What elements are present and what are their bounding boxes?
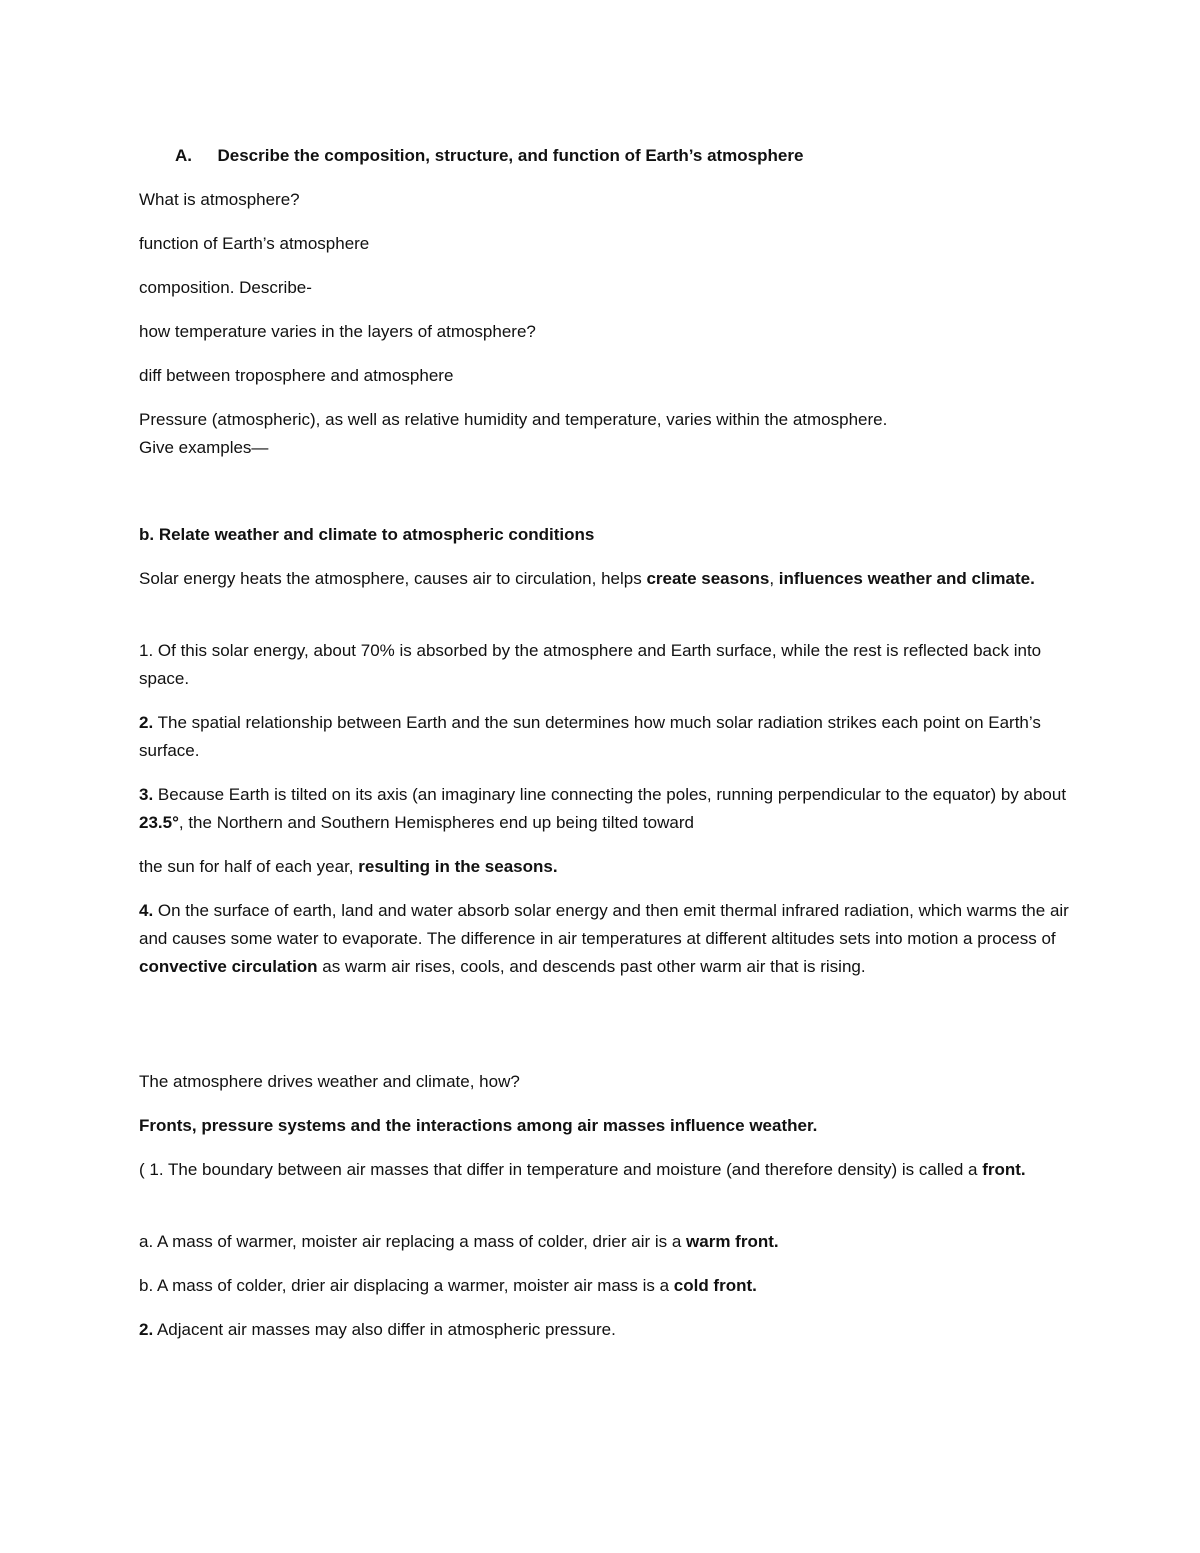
item-4-bold: convective circulation xyxy=(139,957,318,976)
line-function: function of Earth’s atmosphere xyxy=(139,234,370,253)
front-def-prefix: ( 1. xyxy=(139,1160,164,1179)
item-1-text: Of this solar energy, about 70% is absorbed by the atmosphere and Earth surface, while the rest is reflected back into space. xyxy=(139,641,1042,688)
drives-question: The atmosphere drives weather and climate, how? xyxy=(139,1072,520,1091)
line-examples: Give examples— xyxy=(139,438,269,457)
warm-front-text: a. A mass of warmer, moister air replacing a mass of colder, drier air is a xyxy=(139,1232,687,1251)
line-composition: composition. Describe- xyxy=(139,278,312,297)
solar-intro-text: Solar energy heats the atmosphere, causes air to circulation, helps xyxy=(139,569,647,588)
solar-intro xyxy=(139,565,1069,593)
item-4 xyxy=(139,897,1069,981)
item-3-text-a: Because Earth is tilted on its axis (an imaginary line connecting the poles, running perpendicular to the equator) by about xyxy=(153,785,1067,804)
item-4-num: 4. xyxy=(139,901,154,920)
warm-front-bold: warm front. xyxy=(686,1232,779,1251)
item-4-text-a: On the surface of earth, land and water absorb solar energy and then emit thermal infrared radiation, which warms the air and causes some water to evaporate. The difference in air temperatures at different altitudes sets into motion a process of xyxy=(139,901,1069,948)
line-diff: diff between troposphere and atmosphere xyxy=(139,366,454,385)
item-4-text-b: as warm air rises, cools, and descends past other warm air that is rising. xyxy=(317,957,866,976)
heading-a-text: Describe the composition, structure, and function of Earth’s atmosphere xyxy=(217,146,804,165)
item-3-cont-text: the sun for half of each year, xyxy=(139,857,359,876)
heading-b: b. Relate weather and climate to atmospheric conditions xyxy=(139,525,595,544)
item-3-continuation xyxy=(139,853,1069,881)
pressure-item-text: Adjacent air masses may also differ in atmospheric pressure. xyxy=(153,1320,616,1339)
line-what-is-atmosphere: What is atmosphere? xyxy=(139,190,300,209)
item-1-num: 1. xyxy=(139,641,154,660)
item-2 xyxy=(139,709,1069,765)
item-3-text-b: , the Northern and Southern Hemispheres end up being tilted toward xyxy=(178,813,694,832)
item-1 xyxy=(139,637,1069,693)
pressure-item-num: 2. xyxy=(139,1320,154,1339)
item-2-text: The spatial relationship between Earth and the sun determines how much solar radiation strikes each point on Earth’s surface. xyxy=(139,713,1041,760)
front-definition xyxy=(139,1156,1069,1184)
cold-front-bold: cold front. xyxy=(673,1276,757,1295)
line-temperature: how temperature varies in the layers of atmosphere? xyxy=(139,322,536,341)
solar-intro-mid: , xyxy=(769,569,779,588)
fronts-heading: Fronts, pressure systems and the interactions among air masses influence weather. xyxy=(139,1116,818,1135)
solar-intro-bold-seasons: create seasons xyxy=(646,569,770,588)
item-3-num: 3. xyxy=(139,785,154,804)
front-def-text: The boundary between air masses that differ in temperature and moisture (and therefore density) is called a xyxy=(163,1160,983,1179)
front-def-bold: front. xyxy=(982,1160,1026,1179)
item-3-bold: 23.5° xyxy=(139,813,179,832)
item-2-num: 2. xyxy=(139,713,154,732)
heading-a-marker: A. xyxy=(175,146,192,165)
solar-intro-bold-weather: influences weather and climate. xyxy=(778,569,1035,588)
cold-front-text: b. A mass of colder, drier air displacing a warmer, moister air mass is a xyxy=(139,1276,674,1295)
cold-front-line xyxy=(139,1272,1069,1300)
pressure-item xyxy=(139,1316,1069,1344)
item-3 xyxy=(139,781,1069,837)
heading-a xyxy=(175,142,1075,170)
item-3-cont-bold: resulting in the seasons. xyxy=(358,857,558,876)
warm-front-line xyxy=(139,1228,1069,1256)
line-pressure: Pressure (atmospheric), as well as relative humidity and temperature, varies within the atmosphere. xyxy=(139,410,888,429)
